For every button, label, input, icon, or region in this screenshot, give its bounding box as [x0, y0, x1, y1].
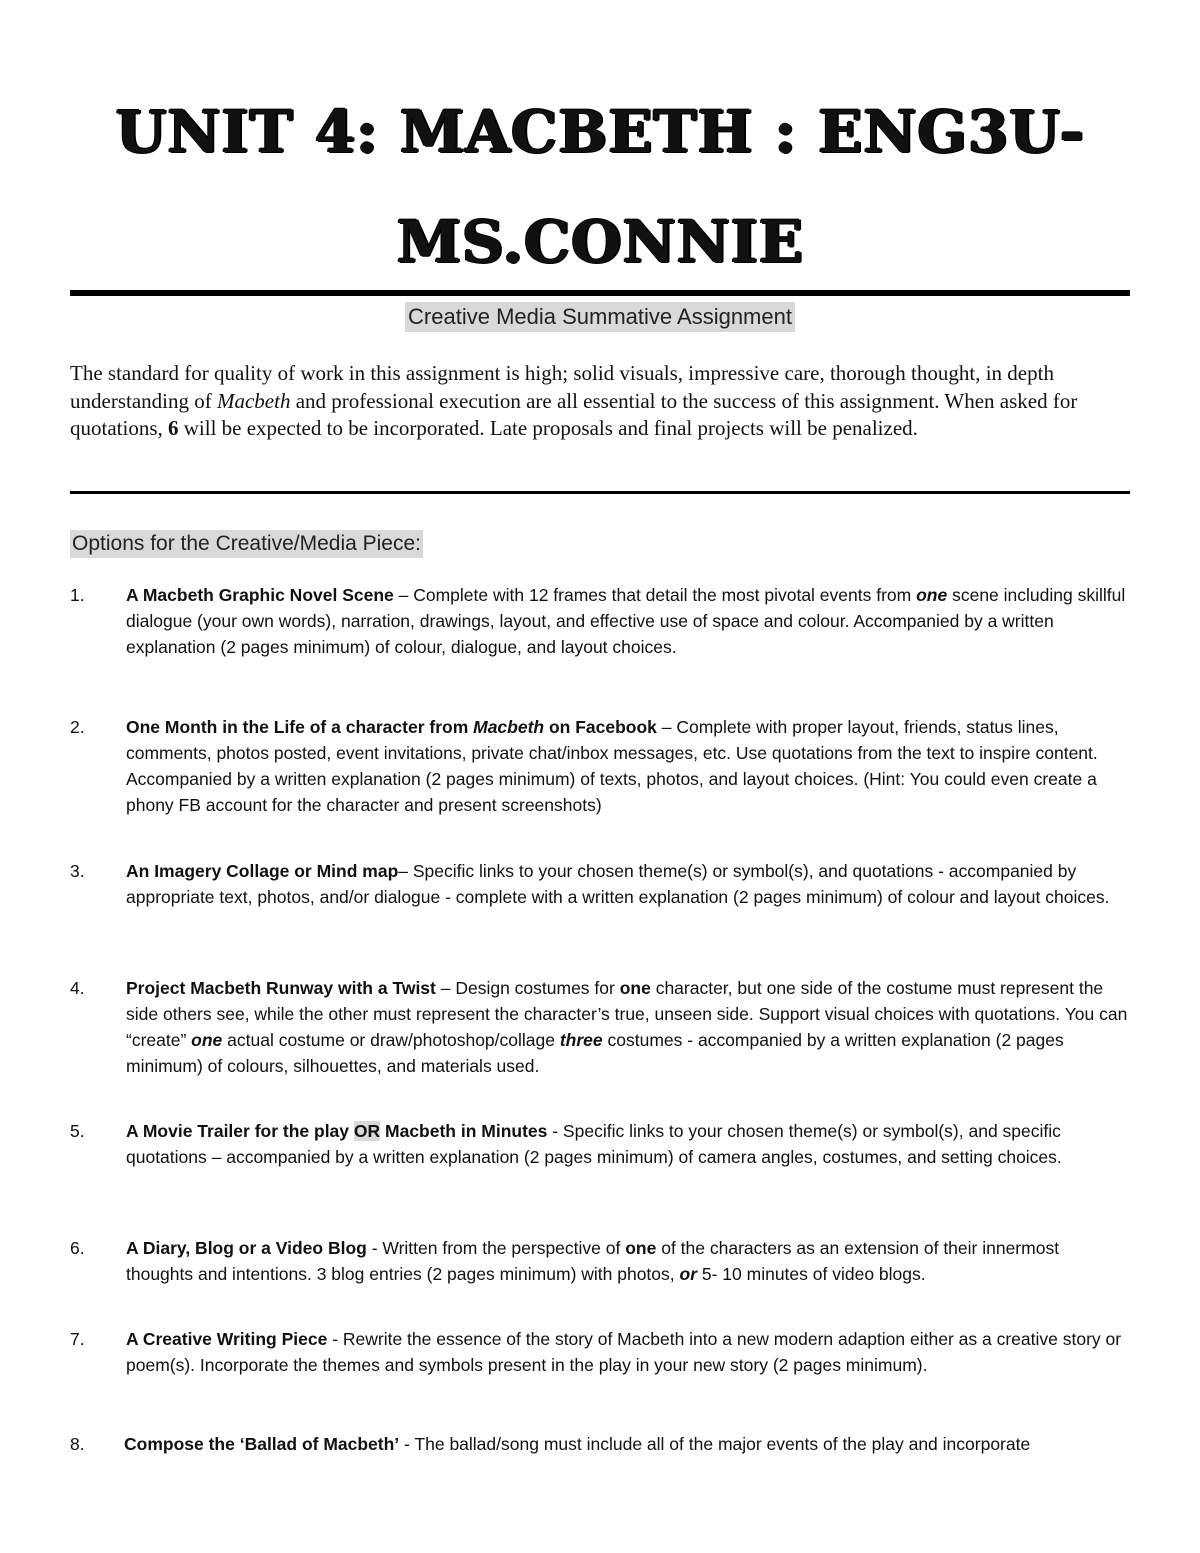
intro-quotation-count: 6 [168, 416, 179, 440]
option-text: – Design costumes for [435, 978, 620, 998]
option-number: 2. [70, 717, 85, 737]
option-emphasis: one [625, 1238, 657, 1258]
document-page [70, 0, 1130, 1553]
option-title: A Diary, Blog or a Video Blog [126, 1238, 367, 1258]
option-number: 7. [70, 1329, 85, 1349]
thin-divider [70, 491, 1130, 494]
option-title: Project Macbeth Runway with a Twist [126, 978, 436, 998]
intro-text-2: and professional execution are all essential to the success of this assignment. When asked for quotations, [70, 388, 1078, 440]
option-number: 5. [70, 1121, 85, 1141]
option-emphasis: one [619, 978, 651, 998]
title-line-2: MS.CONNIE [396, 208, 804, 276]
intro-text-3: will be expected to be incorporated. Late proposals and final projects will be penalized. [178, 416, 918, 440]
option-emphasis: one [916, 585, 948, 605]
option-body [126, 1118, 1130, 1170]
option-item-4 [70, 975, 1130, 1079]
option-text: - The ballad/song must include all of the major events of the play and incorporate [399, 1434, 1031, 1454]
option-number: 4. [70, 978, 85, 998]
option-text: - Rewrite the essence of the story of Macbeth into a new modern adaption either as a creative story or poem(s). Incorporate the themes and symbols present in the play in your new story (2 pages minimum). [126, 1329, 1122, 1375]
options-heading: Options for the Creative/Media Piece: [70, 530, 423, 558]
title-line-1: UNIT 4: MACBETH : ENG3U- [115, 98, 1085, 166]
option-body [126, 714, 1130, 818]
option-title-part: on Facebook [544, 717, 657, 737]
option-number: 8. [70, 1434, 85, 1454]
option-item-7 [70, 1326, 1130, 1378]
subtitle-container [70, 302, 1130, 332]
option-number: 3. [70, 861, 85, 881]
option-text: of the characters as an extension of their innermost thoughts and intentions. 3 blog entries (2 pages minimum) with photos, [126, 1238, 1060, 1284]
option-title: A Macbeth Graphic Novel Scene [126, 585, 394, 605]
option-title-part: One Month in the Life of a character from [126, 717, 474, 737]
option-text: scene including skillful dialogue (your own words), narration, drawings, layout, and effective use of space and colour. Accompanied by a written explanation (2 pages minimum) of colour, dialogue, and layout choices. [126, 585, 1126, 657]
option-title-italic: Macbeth [473, 717, 545, 737]
option-item-5 [70, 1118, 1130, 1170]
option-text: – Complete with proper layout, friends, status lines, comments, photos posted, event invitations, private chat/inbox messages, etc. Use quotations from the text to inspire content. Accompanied by a written explanation (2 pages minimum) of texts, photos, and layout choices. (Hint: You could even create a phony FB account for the character and present screenshots) [126, 717, 1098, 815]
option-emphasis: three [559, 1030, 603, 1050]
option-item-6 [70, 1235, 1130, 1287]
option-item-8 [70, 1431, 1130, 1457]
option-item-1 [70, 582, 1130, 660]
option-title: Compose the ‘Ballad of Macbeth’ [124, 1434, 400, 1454]
option-text: character, but one side of the costume must represent the side others see, while the other must represent the character’s true, unseen side. Support visual choices with quotations. You can “create” [126, 978, 1128, 1050]
option-emphasis: one [191, 1030, 223, 1050]
option-body [126, 858, 1130, 910]
option-emphasis: or [679, 1264, 698, 1284]
option-text: – Complete with 12 frames that detail the most pivotal events from [393, 585, 917, 605]
option-title [126, 717, 657, 737]
option-body [126, 975, 1130, 1079]
option-text: - Written from the perspective of [366, 1238, 626, 1258]
option-title-or-highlight: OR [353, 1121, 381, 1141]
option-number: 6. [70, 1238, 85, 1258]
thick-divider [70, 290, 1130, 296]
option-body [126, 582, 1130, 660]
option-title: An Imagery Collage or Mind map [126, 861, 399, 881]
option-body [124, 1431, 1128, 1457]
intro-text-1: The standard for quality of work in this assignment is high; solid visuals, impressive care, thorough thought, in depth understanding of [70, 361, 1054, 413]
option-text: – Specific links to your chosen theme(s) or symbol(s), and quotations - accompanied by appropriate text, photos, and/or dialogue - complete with a written explanation (2 pages minimum) of colour and layout choices. [126, 861, 1110, 907]
option-number: 1. [70, 585, 85, 605]
option-text: costumes - accompanied by a written explanation (2 pages minimum) of colours, silhouettes, and materials used. [126, 1030, 1064, 1076]
option-text: actual costume or draw/photoshop/collage [222, 1030, 560, 1050]
option-title-part: Macbeth in Minutes [380, 1121, 548, 1141]
option-item-3 [70, 858, 1130, 910]
option-text: 5- 10 minutes of video blogs. [697, 1264, 926, 1284]
option-title [126, 1121, 547, 1141]
assignment-subtitle: Creative Media Summative Assignment [405, 302, 795, 332]
option-title-part: A Movie Trailer for the play [126, 1121, 354, 1141]
intro-paragraph [70, 360, 1130, 443]
option-body [126, 1235, 1130, 1287]
option-text: - Specific links to your chosen theme(s) or symbol(s), and specific quotations – accompanied by a written explanation (2 pages minimum) of camera angles, costumes, and setting choices. [126, 1121, 1062, 1167]
option-title: A Creative Writing Piece [126, 1329, 328, 1349]
intro-macbeth-italic: Macbeth [216, 388, 291, 413]
option-body [126, 1326, 1130, 1378]
option-item-2 [70, 714, 1130, 818]
